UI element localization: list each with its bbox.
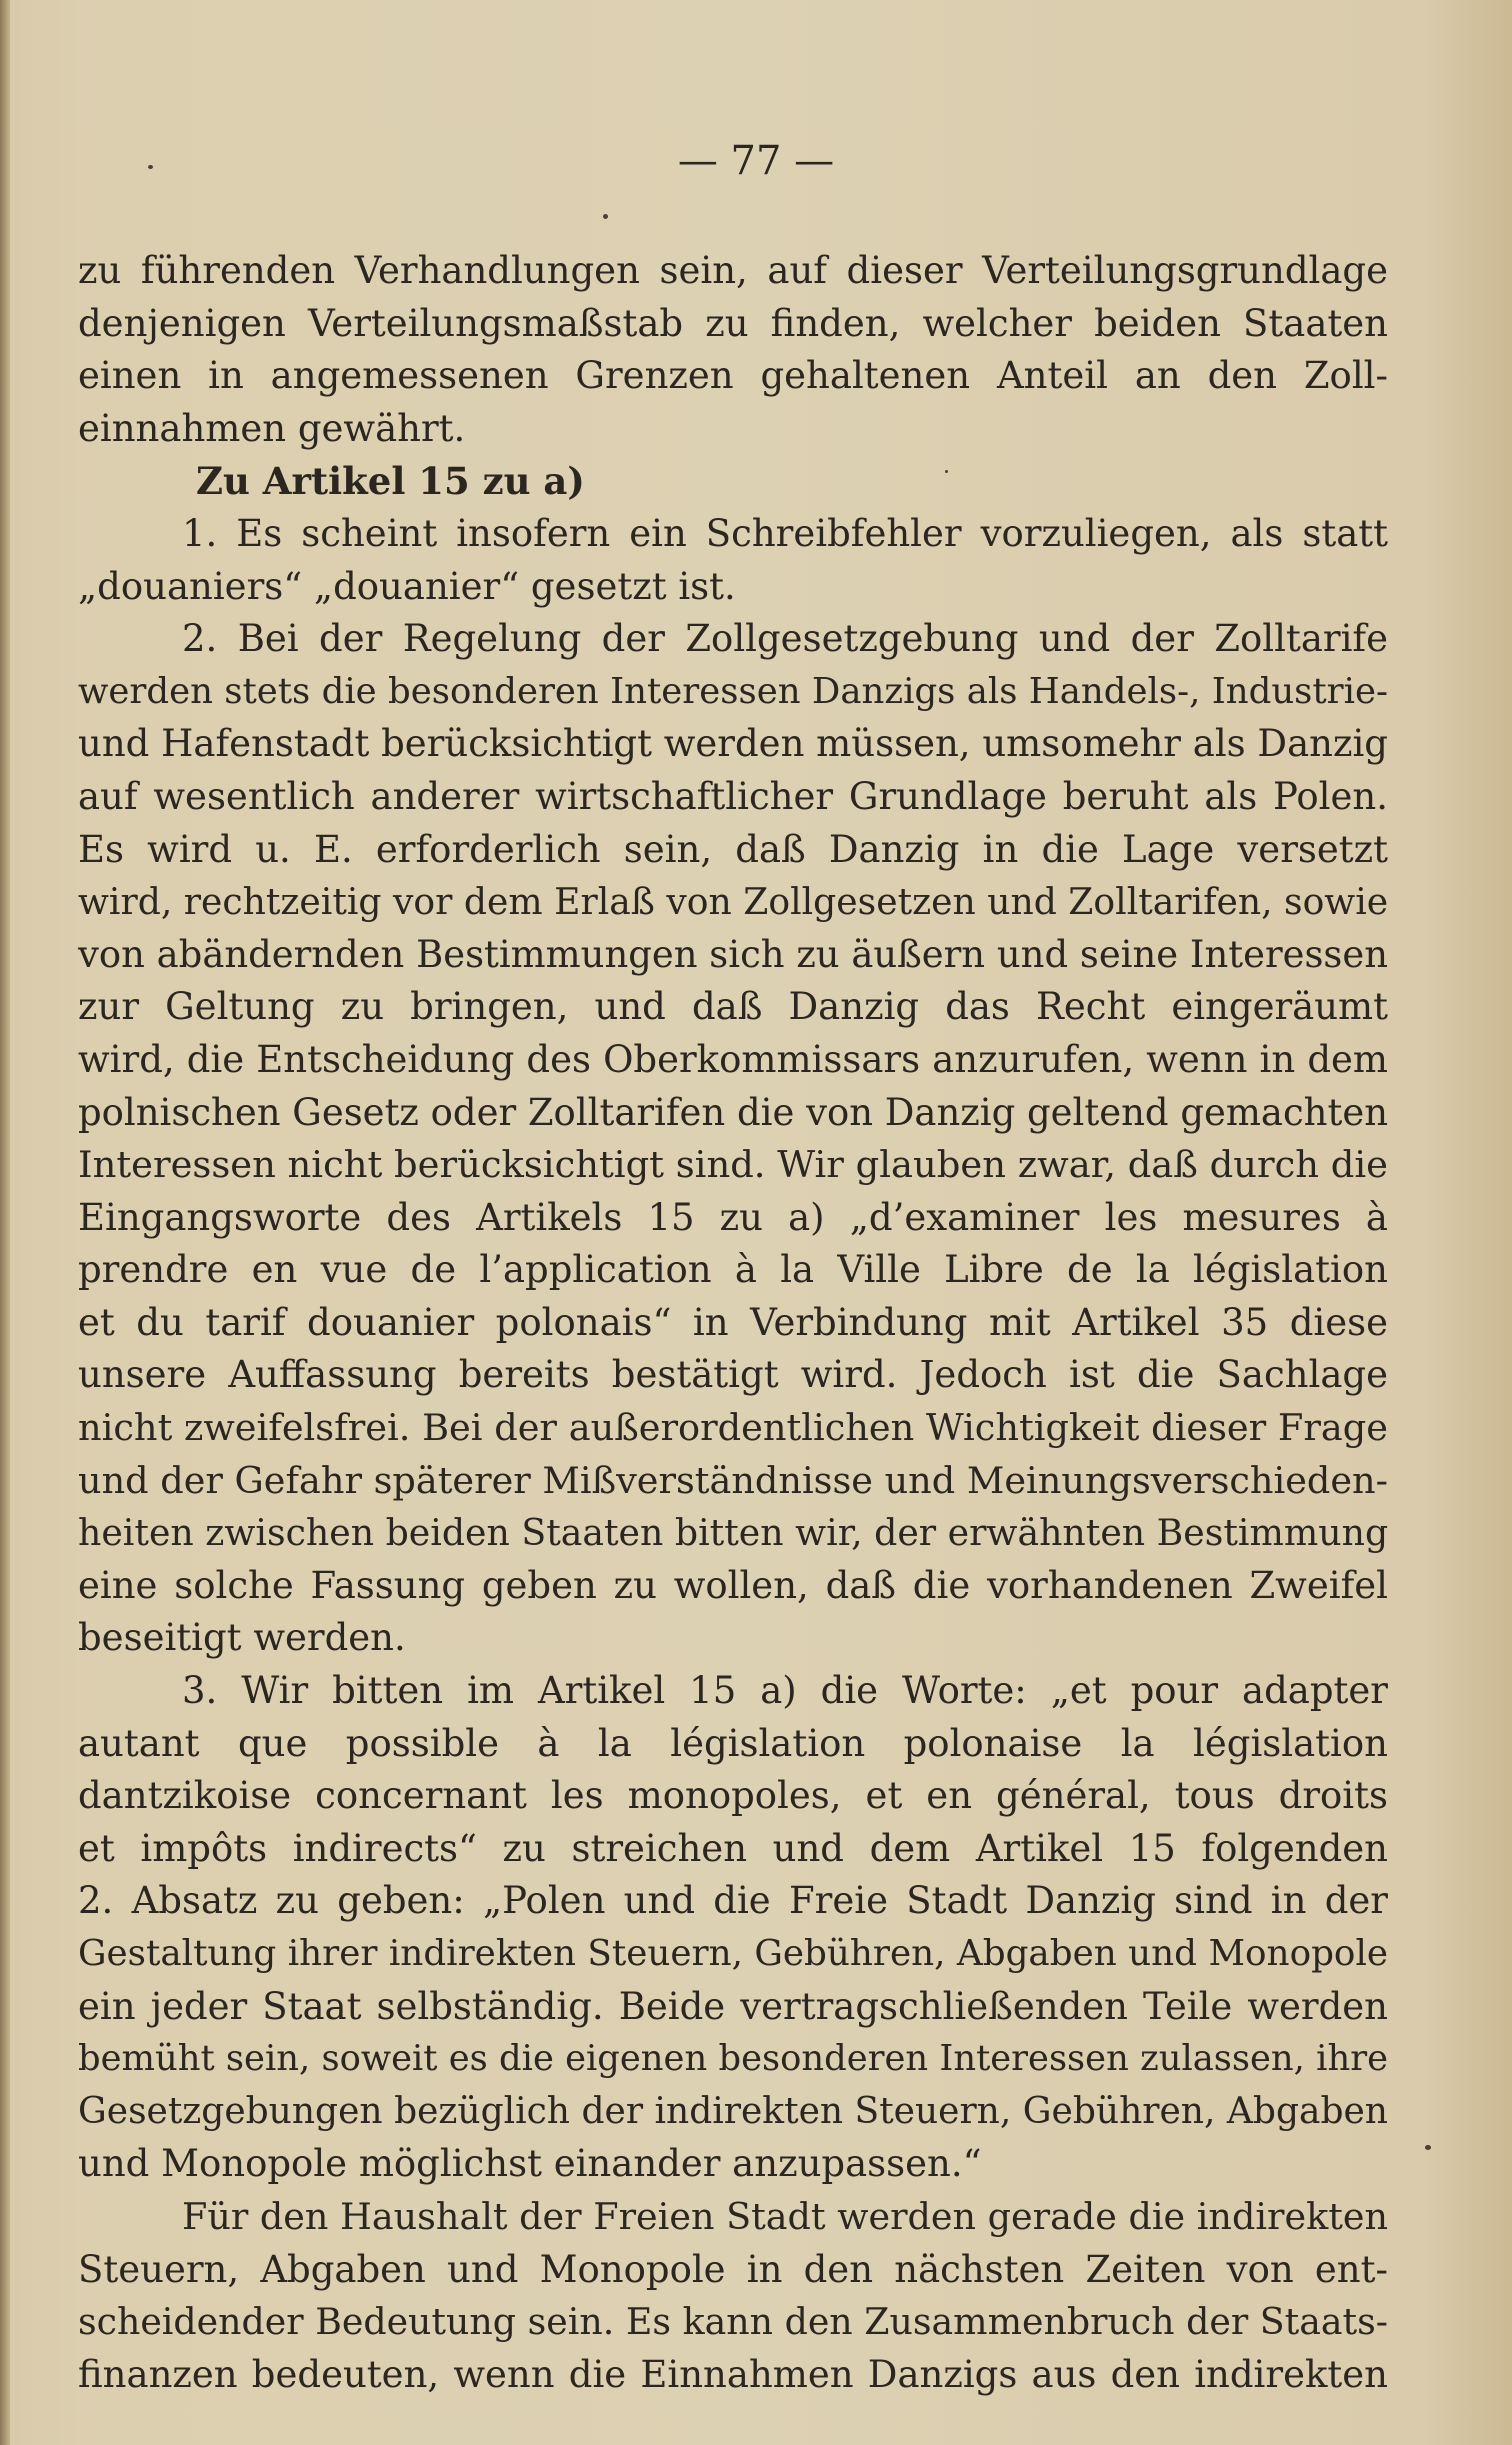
text-line: auf wesentlich anderer wirtschaftlicher Grundlage beruht als Polen. (78, 774, 1388, 818)
text-line: heiten zwischen beiden Staaten bitten wir, der erwähnten Bestimmung (78, 1511, 1388, 1555)
print-speck (148, 165, 153, 169)
print-speck (945, 470, 948, 473)
text-line: 1. Es scheint insofern ein Schreibfehler vorzuliegen, als statt (182, 511, 1388, 555)
text-line: Steuern, Abgaben und Monopole in den nächsten Zeiten von ent- (78, 2247, 1388, 2291)
text-line: nicht zweifelsfrei. Bei der außerordentlichen Wichtigkeit dieser Frage (78, 1406, 1388, 1450)
text-line: werden stets die besonderen Interessen Danzigs als Handels-, Industrie- (78, 670, 1388, 712)
text-line: bemüht sein, soweit es die eigenen besonderen Interessen zulassen, ihre (78, 2038, 1388, 2080)
text-line: und Monopole möglichst einander anzupassen.“ (78, 2142, 982, 2186)
text-line: einen in angemessenen Grenzen gehaltenen Anteil an den Zoll- (78, 354, 1388, 398)
text-line: et du tarif douanier polonais“ in Verbindung mit Artikel 35 diese (78, 1300, 1388, 1344)
text-line: finanzen bedeuten, wenn die Einnahmen Danzigs aus den indirekten (78, 2352, 1388, 2396)
text-line: und Hafenstadt berücksichtigt werden müssen, umsomehr als Danzig (78, 722, 1388, 766)
text-line: et impôts indirects“ zu streichen und dem Artikel 15 folgenden (78, 1826, 1388, 1870)
page-binding-edge (0, 0, 10, 2445)
text-line: scheidender Bedeutung sein. Es kann den Zusammenbruch der Staats- (78, 2300, 1388, 2344)
text-line: autant que possible à la législation polonaise la législation (78, 1721, 1388, 1765)
print-speck (603, 214, 608, 219)
text-line: Für den Haushalt der Freien Stadt werden gerade die indirekten (182, 2194, 1388, 2238)
text-line: wird, die Entscheidung des Oberkommissars anzurufen, wenn in dem (78, 1037, 1388, 1081)
text-line: prendre en vue de l’application à la Ville Libre de la législation (78, 1248, 1388, 1292)
text-line: polnischen Gesetz oder Zolltarifen die von Danzig geltend gemachten (78, 1090, 1388, 1134)
text-line: Interessen nicht berücksichtigt sind. Wir glauben zwar, daß durch die (78, 1143, 1388, 1187)
text-line: beseitigt werden. (78, 1616, 406, 1660)
text-line: denjenigen Verteilungsmaßstab zu finden, welcher beiden Staaten (78, 301, 1388, 345)
text-line: Eingangsworte des Artikels 15 zu a) „d’examiner les mesures à (78, 1195, 1388, 1239)
page-number: — 77 — (677, 138, 835, 184)
text-line: von abändernden Bestimmungen sich zu äußern und seine Interessen (78, 932, 1388, 976)
text-line: Gesetzgebungen bezüglich der indirekten Steuern, Gebühren, Abgaben (78, 2090, 1388, 2132)
text-line: 3. Wir bitten im Artikel 15 a) die Worte: „et pour adapter (182, 1669, 1388, 1713)
text-line: dantzikoise concernant les monopoles, et en général, tous droits (78, 1774, 1388, 1818)
text-line: 2. Absatz zu geben: „Polen und die Freie Stadt Danzig sind in der (78, 1879, 1388, 1923)
text-line: 2. Bei der Regelung der Zollgesetzgebung und der Zolltarife (182, 617, 1388, 661)
print-speck (1425, 2145, 1431, 2150)
text-line: Es wird u. E. erforderlich sein, daß Danzig in die Lage versetzt (78, 827, 1388, 871)
text-line: unsere Auffassung bereits bestätigt wird. Jedoch ist die Sachlage (78, 1353, 1388, 1397)
text-line: eine solche Fassung geben zu wollen, daß die vorhandenen Zweifel (78, 1563, 1388, 1607)
text-line: einnahmen gewährt. (78, 406, 466, 450)
text-line: ein jeder Staat selbständig. Beide vertragschließenden Teile werden (78, 1984, 1388, 2028)
text-line: wird, rechtzeitig vor dem Erlaß von Zollgesetzen und Zolltarifen, sowie (78, 880, 1388, 924)
text-line: zur Geltung zu bringen, und daß Danzig das Recht eingeräumt (78, 985, 1388, 1029)
section-heading: Zu Artikel 15 zu a) (196, 459, 585, 504)
text-line: und der Gefahr späterer Mißverständnisse und Meinungsverschieden- (78, 1458, 1388, 1502)
text-line: Gestaltung ihrer indirekten Steuern, Gebühren, Abgaben und Monopole (78, 1933, 1388, 1974)
body-text (78, 245, 1388, 2401)
text-line: zu führenden Verhandlungen sein, auf dieser Verteilungsgrundlage (78, 249, 1388, 292)
text-line: „douaniers“ „douanier“ gesetzt ist. (78, 564, 736, 608)
